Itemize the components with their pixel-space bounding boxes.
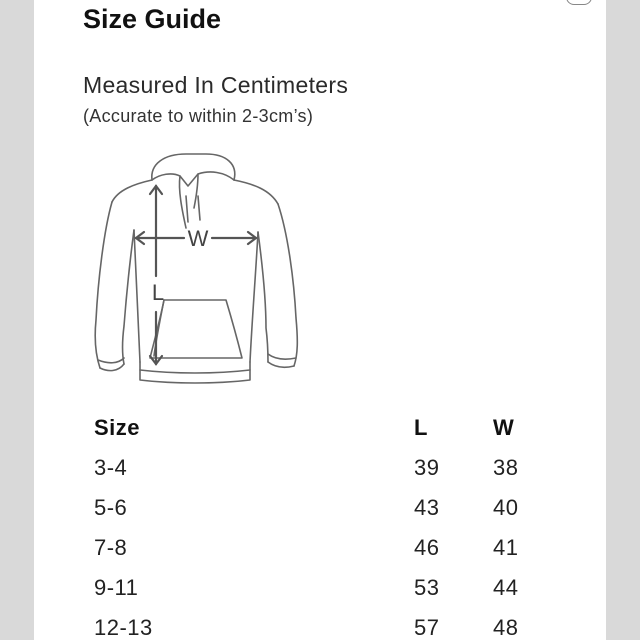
width-cell: 38 [493,455,519,480]
length-cell: 46 [414,535,440,560]
width-label: W [187,226,209,251]
header-size: Size [94,415,141,440]
table-row [94,568,554,608]
page-title: Size Guide [83,4,222,34]
table-row [94,448,554,488]
table-row [94,528,554,568]
width-cell: 40 [493,495,519,520]
hoodie-measurement-diagram-icon [94,150,304,386]
size-guide-card [34,0,606,640]
size-cell: 5-6 [94,495,128,520]
width-cell: 44 [493,575,519,600]
table-header-row [94,408,554,448]
size-cell: 9-11 [94,575,139,600]
width-cell: 41 [493,535,519,560]
size-cell: 12-13 [94,615,153,640]
length-cell: 43 [414,495,440,520]
length-cell: 53 [414,575,440,600]
measurement-unit-heading: Measured In Centimeters [83,72,349,98]
size-cell: 7-8 [94,535,128,560]
size-cell: 3-4 [94,455,128,480]
close-icon[interactable] [566,0,592,5]
table-row [94,608,554,640]
width-cell: 48 [493,615,519,640]
accuracy-note: (Accurate to within 2-3cm’s) [83,106,314,126]
length-cell: 39 [414,455,440,480]
size-table [94,408,554,640]
length-cell: 57 [414,615,440,640]
length-label: L [151,280,165,305]
header-width: W [493,415,515,440]
table-row [94,488,554,528]
header-length: L [414,415,428,440]
